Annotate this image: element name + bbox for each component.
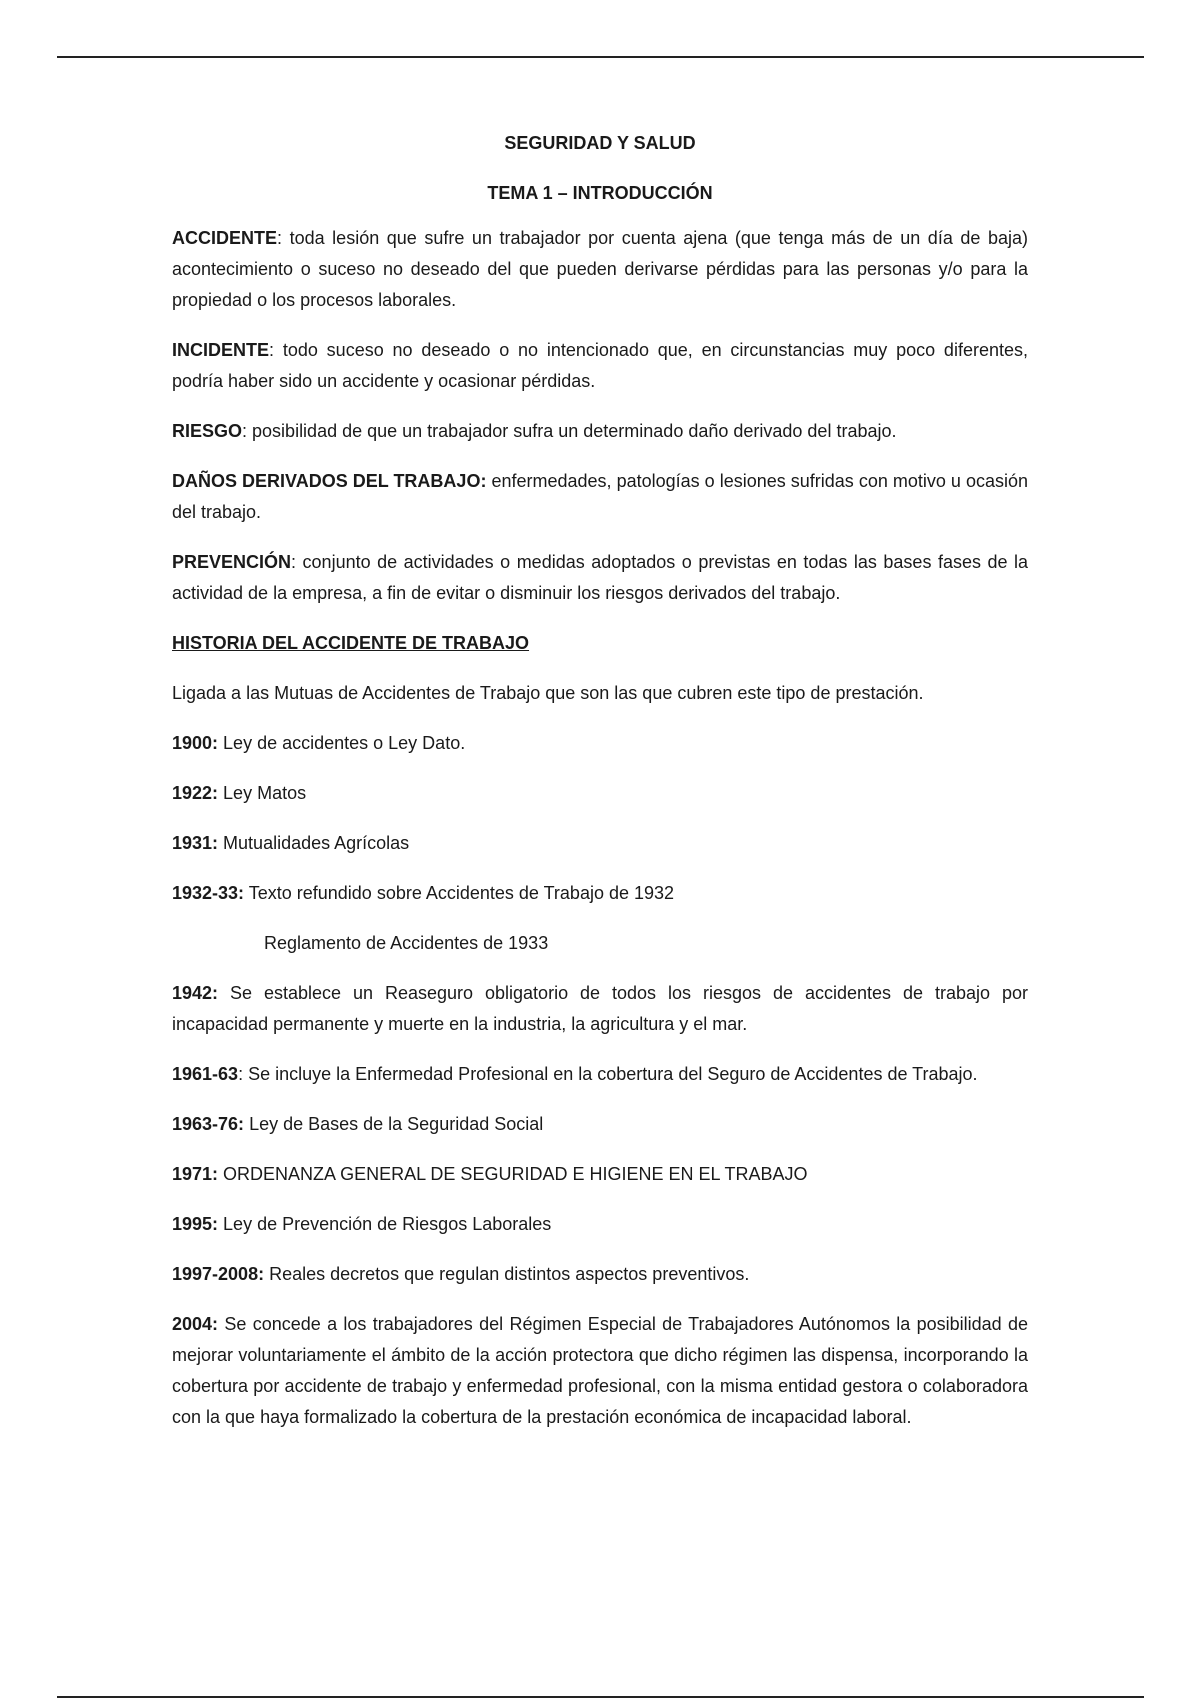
- document-title: SEGURIDAD Y SALUD: [504, 133, 696, 153]
- definition-accidente: [172, 223, 1028, 316]
- history-year: 1963-76:: [172, 1114, 245, 1134]
- history-entry: [172, 1209, 1028, 1240]
- definition-incidente: [172, 335, 1028, 397]
- history-entry: [172, 1309, 1028, 1433]
- history-year: 1942:: [172, 983, 219, 1003]
- history-year: 1931:: [172, 833, 219, 853]
- history-text: Se concede a los trabajadores del Régimen Especial de Trabajadores Autónomos la posibilidad de mejorar voluntariamente el ámbito de la acción protectora que dicho régimen las dispensa, incorporando la cobertura por accidente de trabajo y enfermedad profesional, con la misma entidad gestora o colaboradora con la que haya formalizado la cobertura de la prestación económica de incapacidad laboral.: [172, 1314, 1028, 1427]
- history-text: Se establece un Reaseguro obligatorio de todos los riesgos de accidentes de trabajo por incapacidad permanente y muerte en la industria, la agricultura y el mar.: [172, 983, 1028, 1034]
- definition-prevencion: [172, 547, 1028, 609]
- definition-separator: :: [242, 421, 248, 441]
- definition-danos: [172, 466, 1028, 528]
- definition-text: todo suceso no deseado o no intencionado que, en circunstancias muy poco diferentes, podría haber sido un accidente y ocasionar pérdidas.: [172, 340, 1028, 391]
- document-body: [172, 128, 1028, 1452]
- history-year: 1995:: [172, 1214, 219, 1234]
- definition-term: DAÑOS DERIVADOS DEL TRABAJO:: [172, 471, 487, 491]
- history-text: Ley de Bases de la Seguridad Social: [244, 1114, 544, 1134]
- definition-term: INCIDENTE: [172, 340, 270, 360]
- history-entry: [172, 1109, 1028, 1140]
- history-year: 1961-63: [172, 1064, 239, 1084]
- definition-separator: :: [291, 552, 297, 572]
- history-heading: HISTORIA DEL ACCIDENTE DE TRABAJO: [172, 633, 530, 653]
- history-text: Ley de accidentes o Ley Dato.: [218, 733, 466, 753]
- history-year: 1997-2008:: [172, 1264, 265, 1284]
- history-year: 1900:: [172, 733, 219, 753]
- history-entry: [172, 728, 1028, 759]
- definition-riesgo: [172, 416, 1028, 447]
- bottom-rule: [57, 1696, 1144, 1698]
- history-text: Texto refundido sobre Accidentes de Trabajo de 1932: [244, 883, 675, 903]
- history-year: 1922:: [172, 783, 219, 803]
- definition-text: conjunto de actividades o medidas adoptados o previstas en todas las bases fases de la actividad de la empresa, a fin de evitar o disminuir los riesgos derivados del trabajo.: [172, 552, 1028, 603]
- history-entry: [172, 778, 1028, 809]
- history-indent-line: Reglamento de Accidentes de 1933: [264, 933, 549, 953]
- history-entry: [172, 828, 1028, 859]
- top-rule: [57, 56, 1144, 58]
- history-text: Ley Matos: [218, 783, 307, 803]
- history-year: 1932-33:: [172, 883, 245, 903]
- definition-text: posibilidad de que un trabajador sufra un determinado daño derivado del trabajo.: [247, 421, 897, 441]
- definition-separator: :: [277, 228, 283, 248]
- definition-text: toda lesión que sufre un trabajador por cuenta ajena (que tenga más de un día de baja) acontecimiento o suceso no deseado del que pueden derivarse pérdidas para las personas y/o para la propiedad o los procesos laborales.: [172, 228, 1028, 310]
- definition-term: RIESGO: [172, 421, 243, 441]
- history-entry: [172, 978, 1028, 1040]
- history-text: ORDENANZA GENERAL DE SEGURIDAD E HIGIENE EN EL TRABAJO: [218, 1164, 808, 1184]
- document-subtitle: TEMA 1 – INTRODUCCIÓN: [487, 183, 713, 203]
- history-year: 2004:: [172, 1314, 219, 1334]
- history-entry: [172, 1159, 1028, 1190]
- definition-text: enfermedades, patologías o lesiones sufridas con motivo u ocasión del trabajo.: [172, 471, 1028, 522]
- history-text: Reales decretos que regulan distintos aspectos preventivos.: [264, 1264, 750, 1284]
- history-intro: Ligada a las Mutuas de Accidentes de Trabajo que son las que cubren este tipo de prestación.: [172, 683, 924, 703]
- history-year: 1971:: [172, 1164, 219, 1184]
- history-text: : Se incluye la Enfermedad Profesional en la cobertura del Seguro de Accidentes de Trabajo.: [238, 1064, 978, 1084]
- definition-separator: :: [269, 340, 275, 360]
- history-text: Ley de Prevención de Riesgos Laborales: [218, 1214, 552, 1234]
- history-entry: [172, 878, 1028, 909]
- definition-term: PREVENCIÓN: [172, 552, 292, 572]
- history-entry: [172, 1059, 1028, 1090]
- history-entry: [172, 1259, 1028, 1290]
- history-text: Mutualidades Agrícolas: [218, 833, 410, 853]
- definition-term: ACCIDENTE: [172, 228, 278, 248]
